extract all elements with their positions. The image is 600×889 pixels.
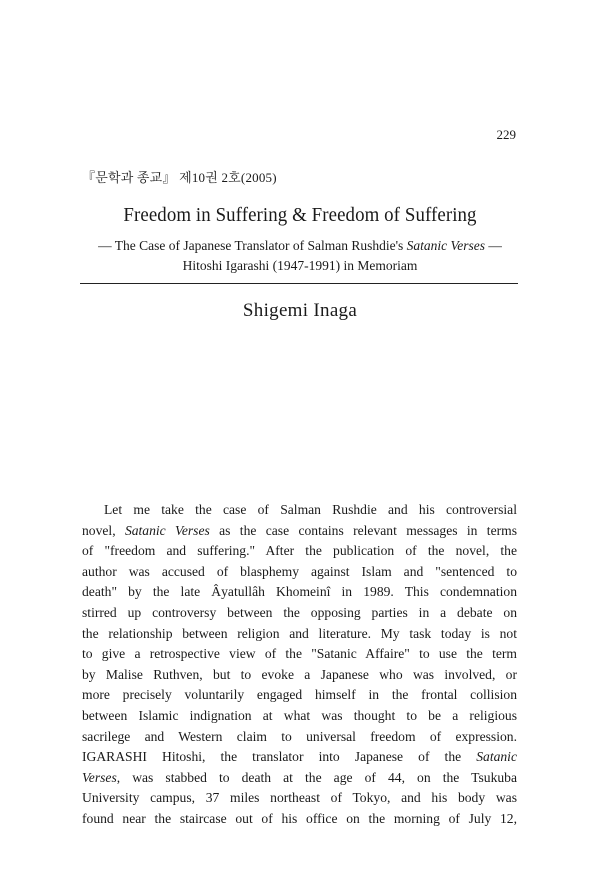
body-text-run: found near the staircase out of his office on the morning of July 12, <box>82 810 517 826</box>
body-line <box>82 500 517 521</box>
body-line <box>82 665 517 686</box>
author-name: Shigemi Inaga <box>242 300 358 321</box>
body-text-run: between Islamic indignation at what was thought to be a religious <box>82 707 517 723</box>
subtitle-line-1 <box>0 236 600 256</box>
body-line <box>82 541 517 562</box>
body-text-run: stirred up controversy between the opposing parties in a debate on <box>82 604 517 620</box>
body-line <box>82 809 517 830</box>
subtitle-prefix: ― The Case of Japanese Translator of Salman Rushdie's <box>98 238 407 253</box>
body-line <box>82 768 517 789</box>
italic-title-run: Verses <box>82 769 117 785</box>
paper-subtitle <box>0 236 600 276</box>
italic-title-run: Satanic Verses <box>124 522 210 538</box>
body-line <box>82 685 517 706</box>
journal-reference: 『문학과 종교』 제10권 2호(2005) <box>82 170 277 185</box>
body-paragraph <box>82 500 517 830</box>
body-line <box>82 603 517 624</box>
body-text-run: University campus, 37 miles northeast of Tokyo, and his body was <box>82 790 517 806</box>
body-line <box>82 521 517 542</box>
body-line <box>82 788 517 809</box>
body-text-run: more precisely voluntarily engaged himself in the frontal collision <box>82 687 517 703</box>
body-text-run: as the case contains relevant messages in terms <box>209 522 517 538</box>
body-line <box>82 644 517 665</box>
body-line <box>82 747 517 768</box>
subtitle-italic-title: Satanic Verses <box>406 238 486 253</box>
body-text-run: death" by the late Âyatullâh Khomeinî in 1989. This condemnation <box>82 584 517 600</box>
body-text-run: , was stabbed to death at the age of 44, on the Tsukuba <box>116 769 517 785</box>
body-line <box>82 562 517 583</box>
body-line <box>82 706 517 727</box>
body-text-run: novel, <box>82 522 125 538</box>
body-text-run: the relationship between religion and literature. My task today is not <box>82 625 517 641</box>
body-text-run: sacrilege and Western claim to universal freedom of expression. <box>82 728 517 744</box>
subtitle-line-2: Hitoshi Igarashi (1947-1991) in Memoriam <box>182 258 418 273</box>
body-text-run: to give a retrospective view of the "Satanic Affaire" to use the term <box>82 646 517 662</box>
body-text-run: of "freedom and suffering." After the publication of the novel, the <box>82 543 517 559</box>
body-text-run: author was accused of blasphemy against Islam and "sentenced to <box>82 563 517 579</box>
page-number: 229 <box>496 127 516 142</box>
body-text-run: Let me take the case of Salman Rushdie and his controversial <box>104 502 517 517</box>
body-line <box>82 727 517 748</box>
body-text-run: IGARASHI Hitoshi, the translator into Japanese of the <box>82 749 477 765</box>
subtitle-suffix: ― <box>485 238 502 253</box>
paper-title: Freedom in Suffering & Freedom of Suffering <box>123 204 477 226</box>
title-divider <box>80 283 518 284</box>
italic-title-run: Satanic <box>476 749 517 765</box>
body-text-run: by Malise Ruthven, but to evoke a Japanese who was involved, or <box>82 666 517 682</box>
body-line <box>82 582 517 603</box>
body-line <box>82 624 517 645</box>
